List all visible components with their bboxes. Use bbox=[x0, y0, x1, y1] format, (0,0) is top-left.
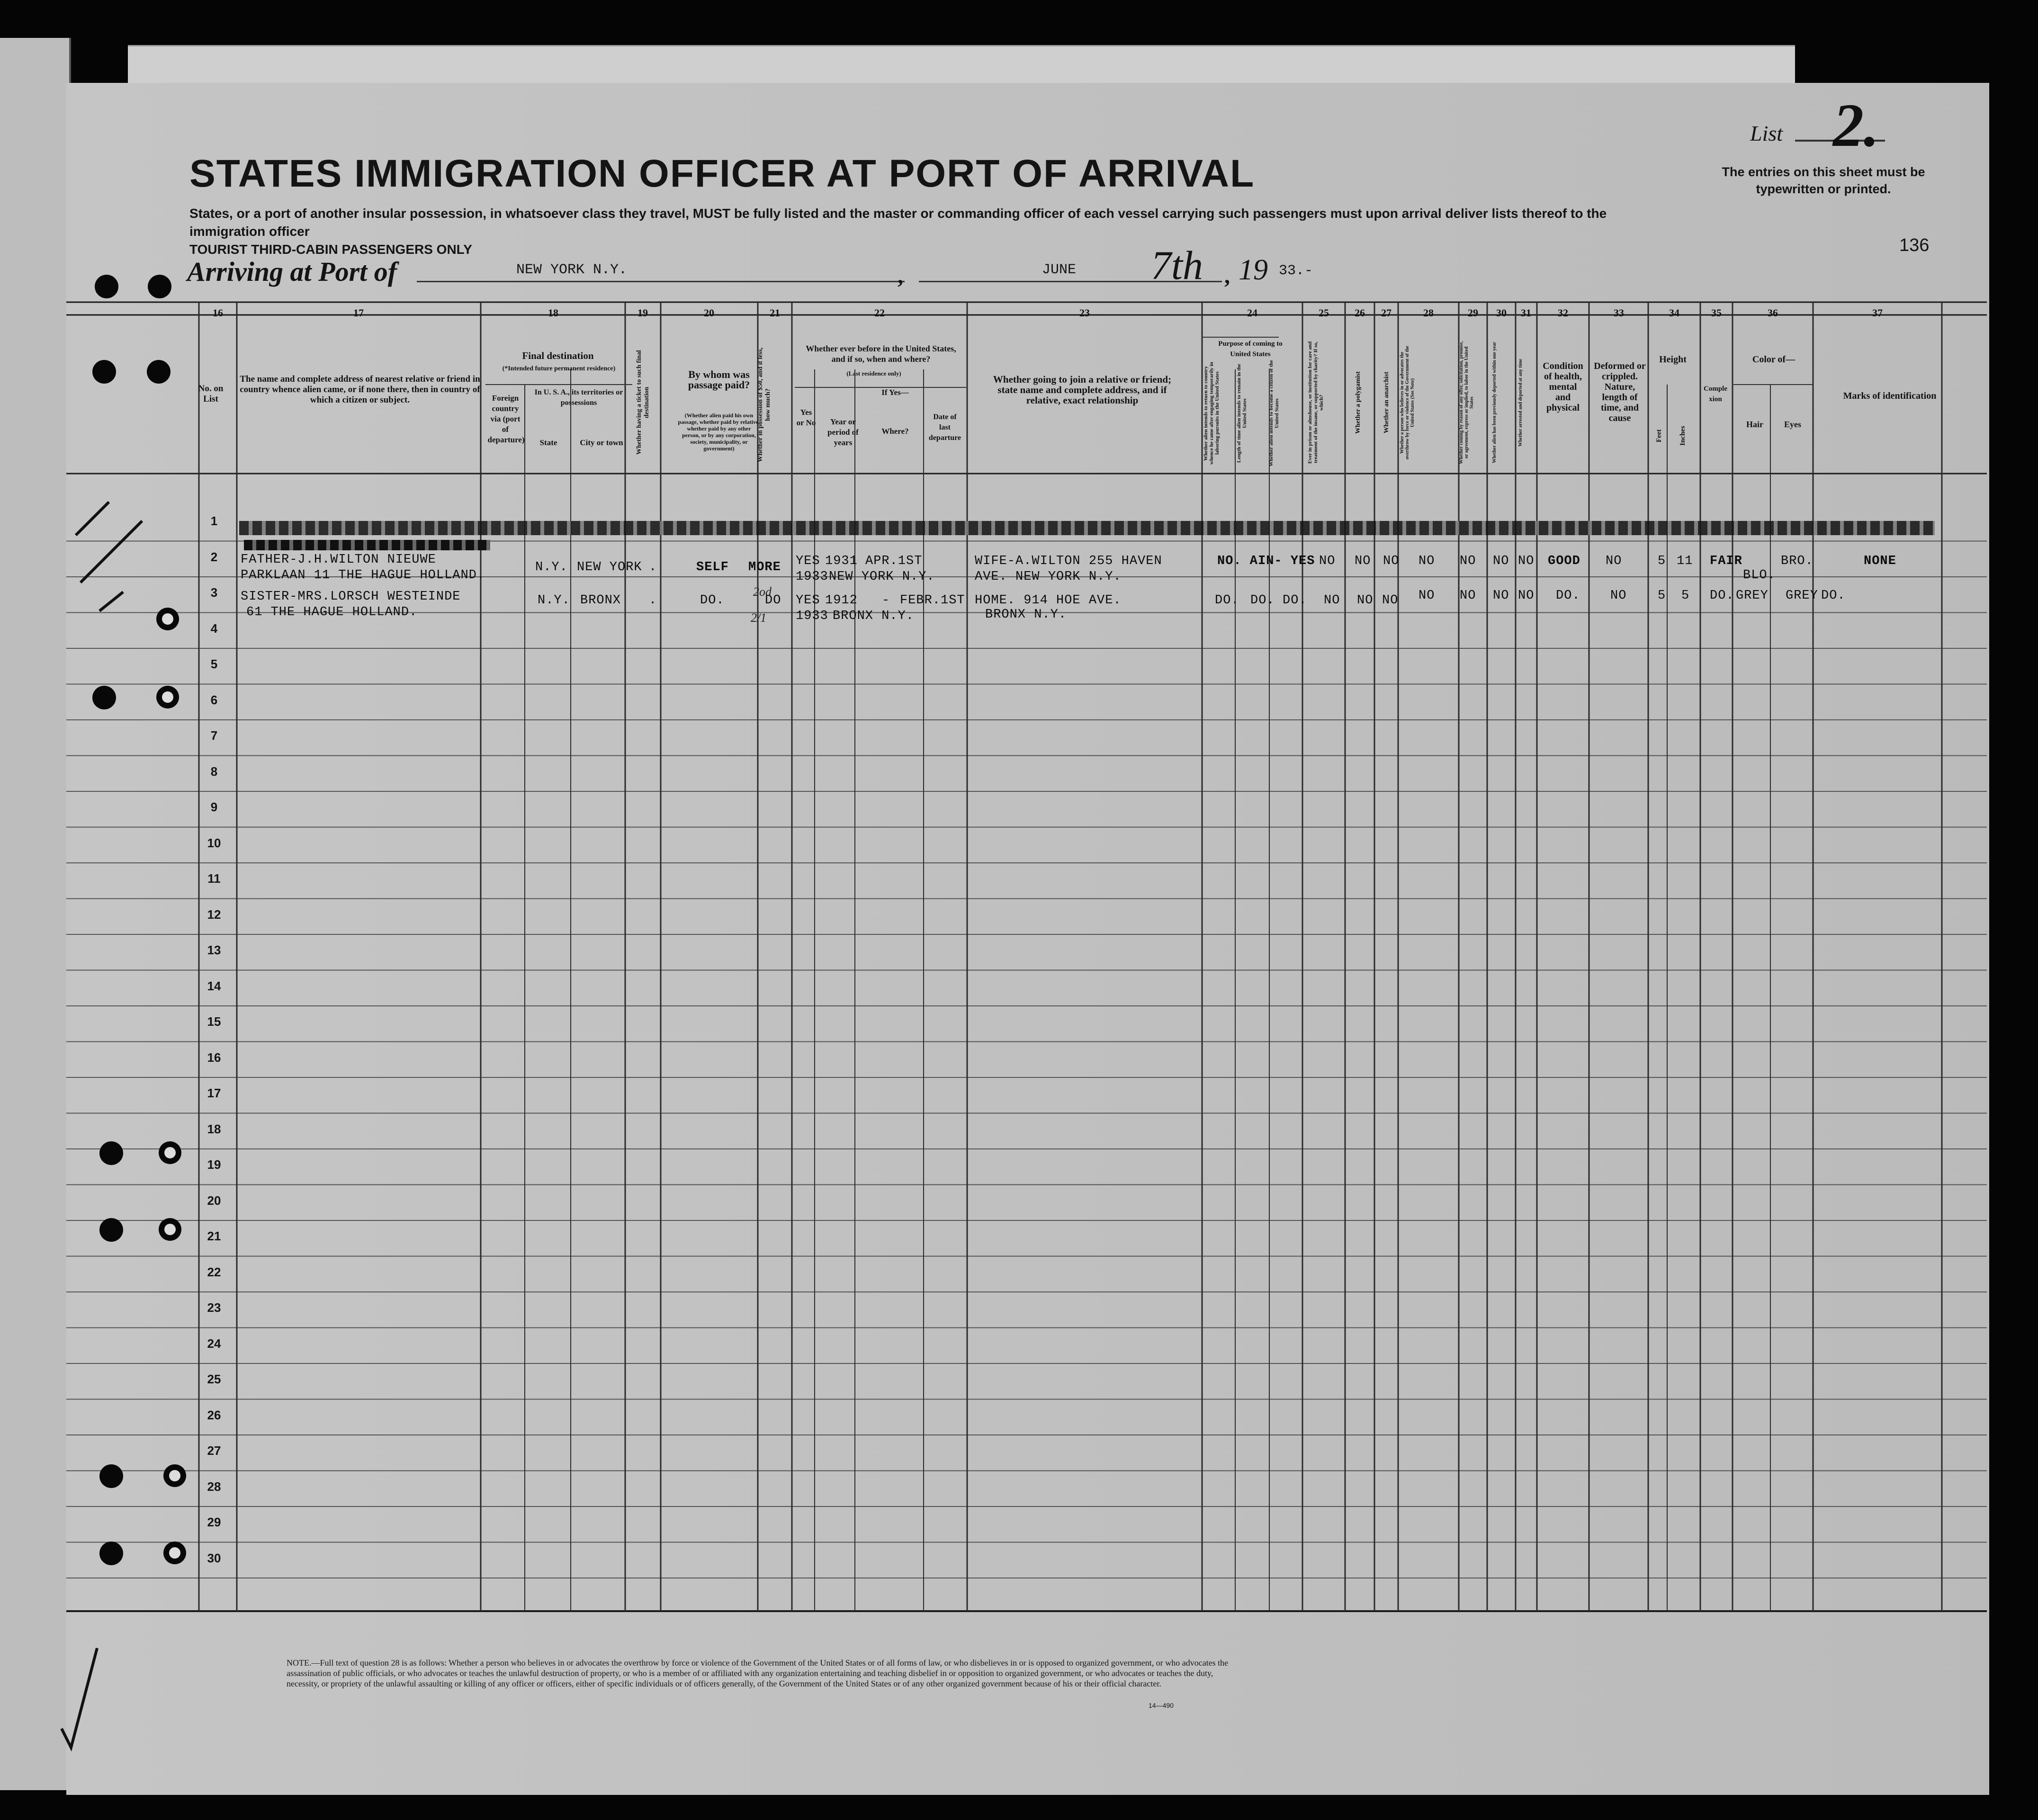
r3-complexion: DO. bbox=[1710, 589, 1734, 603]
r2-state: N.Y. bbox=[535, 560, 568, 574]
col-18-usa: In U. S. A., its territories or possessions bbox=[534, 388, 623, 407]
col-no-on-list: No. on List bbox=[198, 384, 224, 404]
row-number: 4 bbox=[210, 621, 218, 636]
r3-state: N.Y. bbox=[538, 593, 570, 608]
punch-hole bbox=[159, 1218, 181, 1241]
column-number: 33 bbox=[1614, 307, 1624, 319]
row-number: 21 bbox=[207, 1229, 221, 1243]
column-number: 34 bbox=[1669, 307, 1679, 319]
row-number: 1 bbox=[210, 514, 218, 528]
column-number: 35 bbox=[1711, 307, 1722, 319]
row-number: 15 bbox=[207, 1014, 221, 1029]
r2-eyes: BRO. bbox=[1781, 554, 1814, 568]
r2-nearest-relative: FATHER-J.H.WILTON NIEUWE bbox=[241, 553, 436, 567]
row-number: 27 bbox=[207, 1443, 221, 1458]
r2-where: NEW YORK N.Y. bbox=[829, 570, 935, 584]
col-20-sub: (Whether alien paid his own passage, whether paid by relative, whether paid by any other person, or by any corporation, society, municipality, or government) bbox=[678, 412, 760, 452]
row-number: 8 bbox=[210, 764, 218, 779]
col-34-feet: Feet bbox=[1655, 429, 1663, 442]
punch-hole bbox=[163, 1542, 186, 1564]
col-36-title: Color of— bbox=[1752, 354, 1796, 365]
r2-polygamist: NO bbox=[1355, 554, 1371, 568]
punch-hole bbox=[92, 686, 116, 709]
col-24-a: Whether alien intends to return to country whence he came after engaging temporarily in laboring pursuits in the United States bbox=[1203, 362, 1220, 465]
r3-hair: GREY bbox=[1736, 589, 1769, 603]
punch-hole bbox=[159, 1141, 181, 1164]
row-number: 30 bbox=[207, 1551, 221, 1565]
row-number: 9 bbox=[210, 800, 218, 814]
row-number: 14 bbox=[207, 978, 221, 993]
column-number: 23 bbox=[1079, 307, 1090, 319]
column-number: 19 bbox=[637, 307, 648, 319]
col-18-sub: (*Intended future permanent residence) bbox=[502, 365, 616, 372]
r2-marks: NONE bbox=[1864, 554, 1896, 568]
row-number: 18 bbox=[207, 1121, 221, 1136]
column-number: 31 bbox=[1521, 307, 1531, 319]
col-20-title: By whom was passage paid? bbox=[688, 368, 750, 391]
r3-dash: - bbox=[882, 593, 890, 608]
r2-joining-address: AVE. NEW YORK N.Y. bbox=[975, 570, 1122, 584]
col-27-header: Whether an anarchist bbox=[1383, 371, 1390, 434]
handwritten-mark: 2od bbox=[753, 585, 772, 599]
footnote-q28: NOTE.—Full text of question 28 is as follows: Whether a person who believes in or advocates the overthrow by force or violence of the Government of the United States or of all forms of law, or who disbelieves in or is opposed to organized government, or who advocates the assassination of public officials, or who advocates or teaches the unlawful destruction of property, or who is a member of or affiliated with any organization entertaining and teaching disbelief in or opposition to organized government, or who advocates or teaches the duty, necessity, or propriety of the unlawful assaulting or killing of any officer or officers, either of specific individuals or of officers generally, of the Government of the United States or of any other organized government because of his or their official character. bbox=[287, 1658, 1229, 1688]
r2-hair: BLO. bbox=[1743, 568, 1776, 583]
column-number: 22 bbox=[874, 307, 885, 319]
col-17-header: The name and complete address of nearest relative or friend in country whence alien came, or if none there, then in country of which a citizen or subject. bbox=[240, 374, 480, 405]
punch-hole bbox=[148, 275, 171, 298]
r2-health: GOOD bbox=[1548, 554, 1580, 568]
row-number: 5 bbox=[210, 657, 218, 671]
r2-inches: 11 bbox=[1677, 554, 1693, 568]
r3-nearest-relative-address: 61 THE HAGUE HOLLAND. bbox=[246, 605, 418, 619]
r3-purpose-b: DO. bbox=[1250, 593, 1275, 608]
r3-deformed: NO bbox=[1610, 589, 1627, 603]
handwritten-mark: 2/1 bbox=[751, 611, 767, 625]
r3-last-departure: FEBR.1ST bbox=[900, 593, 965, 608]
r2-year: 1931 bbox=[825, 554, 858, 568]
arrival-year-suffix: 33.- bbox=[1279, 263, 1313, 279]
col-34-title: Height bbox=[1659, 354, 1687, 365]
row-number: 12 bbox=[207, 907, 221, 922]
r3-q30: NO bbox=[1493, 589, 1509, 603]
col-36-hair: Hair bbox=[1746, 420, 1763, 429]
r2-q31: NO bbox=[1518, 554, 1535, 568]
row-number: 29 bbox=[207, 1515, 221, 1529]
r2-prison: NO bbox=[1319, 554, 1336, 568]
r2-deformed: NO bbox=[1606, 554, 1622, 568]
col-28-header: Whether a person who believes in or advocates the overthrow by force or violence of the Government of the United States (See Note) bbox=[1400, 346, 1415, 459]
col-29-header: Whether coming by reason of any offer, solicitation, promise, or agreement, express or implied, to labor in the United States bbox=[1459, 341, 1474, 464]
r2-city: NEW YORK bbox=[577, 560, 642, 574]
column-number: 32 bbox=[1558, 307, 1568, 319]
r3-city: BRONX bbox=[580, 593, 621, 608]
r3-where: BRONX N.Y. bbox=[833, 609, 915, 623]
r2-nearest-relative-address: PARKLAAN 11 THE HAGUE HOLLAND. bbox=[241, 568, 485, 583]
punch-hole bbox=[156, 608, 179, 630]
col-24-title: Purpose of coming to United States bbox=[1218, 340, 1283, 358]
r2-complexion: FAIR bbox=[1710, 554, 1742, 568]
column-number: 30 bbox=[1496, 307, 1507, 319]
r3-marks: DO. bbox=[1821, 589, 1846, 603]
col-30-header: Whether alien has been previously deported within one year bbox=[1492, 341, 1497, 464]
r3-feet: 5 bbox=[1658, 589, 1666, 603]
row-number: 3 bbox=[210, 585, 218, 600]
r2-year-b: 1933 bbox=[796, 570, 828, 584]
row-number: 7 bbox=[210, 728, 218, 743]
r2-q30: NO bbox=[1493, 554, 1509, 568]
row-number: 22 bbox=[207, 1264, 221, 1279]
col-23-header: Whether going to join a relative or friend; state name and complete address, and if relative, exact relationship bbox=[993, 374, 1172, 406]
r2-ticket: . bbox=[649, 560, 657, 574]
row-number: 25 bbox=[207, 1372, 221, 1386]
column-number: 27 bbox=[1381, 307, 1392, 319]
col-21-header: Whether in possession of $50, and if less, how much? bbox=[757, 347, 772, 463]
r3-q31: NO bbox=[1518, 589, 1535, 603]
column-number: 16 bbox=[213, 307, 223, 319]
r2-q28: NO bbox=[1419, 554, 1435, 568]
r2-anarchist: NO bbox=[1383, 554, 1400, 568]
page-number: 136 bbox=[1899, 235, 1930, 255]
r3-purpose-a: DO. bbox=[1215, 593, 1239, 608]
r3-inches: 5 bbox=[1681, 589, 1690, 603]
r3-joining-address: BRONX N.Y. bbox=[985, 608, 1067, 622]
row-number: 10 bbox=[207, 835, 221, 850]
row-number: 6 bbox=[210, 692, 218, 707]
r3-ticket: . bbox=[649, 593, 657, 608]
r3-year: 1912 bbox=[825, 593, 858, 608]
r3-passage-paid: DO. bbox=[700, 593, 725, 608]
column-number: 20 bbox=[704, 307, 714, 319]
arrival-port: NEW YORK N.Y. bbox=[516, 262, 628, 278]
row-number: 26 bbox=[207, 1408, 221, 1422]
column-number: 18 bbox=[548, 307, 558, 319]
r3-q29: NO bbox=[1460, 589, 1476, 603]
r3-health: DO. bbox=[1556, 589, 1580, 603]
punch-hole bbox=[156, 686, 179, 708]
r3-prison: NO bbox=[1324, 593, 1340, 608]
row-number: 2 bbox=[210, 549, 218, 564]
column-number: 21 bbox=[770, 307, 780, 319]
row-number: 28 bbox=[207, 1479, 221, 1494]
column-number: 28 bbox=[1423, 307, 1434, 319]
col-22-date: Date of last departure bbox=[928, 413, 961, 442]
punch-hole bbox=[99, 1464, 123, 1488]
row1-strikeout bbox=[239, 521, 1935, 535]
col-25-header: Ever in prison or almshouse, or institution for care and treatment of the insane, or supported by charity? If so, which? bbox=[1307, 341, 1324, 464]
r2-feet: 5 bbox=[1658, 554, 1666, 568]
punch-hole bbox=[99, 1218, 123, 1242]
r2-joining: WIFE-A.WILTON 255 HAVEN bbox=[975, 554, 1162, 568]
r2-purpose: NO. AIN- YES bbox=[1217, 554, 1315, 568]
punch-hole bbox=[99, 1542, 123, 1565]
column-number: 25 bbox=[1319, 307, 1329, 319]
column-number: 29 bbox=[1468, 307, 1478, 319]
punch-hole bbox=[147, 360, 171, 384]
row-number: 11 bbox=[207, 871, 221, 886]
col-35-header: Complexion bbox=[1704, 385, 1727, 403]
col-18-city: City or town bbox=[580, 438, 623, 447]
r3-before-us: YES bbox=[796, 593, 820, 608]
r2-last-departure: APR.1ST bbox=[865, 554, 923, 568]
r3-year-b: 1933 bbox=[796, 609, 828, 623]
form-code: 14—490 bbox=[1149, 1702, 1174, 1709]
col-32-header: Condition of health, mental and physical bbox=[1543, 361, 1583, 413]
r3-money: DO bbox=[765, 593, 781, 608]
column-number: 26 bbox=[1355, 307, 1365, 319]
previous-page-strip bbox=[0, 38, 71, 1790]
page-subtitle: States, or a port of another insular possession, in whatsoever class they travel, MUST be fully listed and the master or commanding officer of each vessel carrying such passengers must upon arrival deliver lists thereof to the immigration officer TOURIST THIRD-CABIN PASSENGERS ONLY bbox=[189, 206, 1607, 257]
manifest-sheet bbox=[66, 83, 1989, 1795]
r2-money: MORE bbox=[748, 560, 781, 574]
col-24-b: Length of time alien intends to remain in the United States bbox=[1236, 364, 1248, 463]
col-22-yesno: Yes or No bbox=[796, 408, 816, 427]
entries-note: The entries on this sheet must be typewritten or printed. bbox=[1722, 165, 1925, 196]
col-19-header: Whether having a ticket to such final destination bbox=[636, 350, 650, 455]
punch-hole bbox=[99, 1141, 123, 1165]
r3-nearest-relative: SISTER-MRS.LORSCH WESTEINDE bbox=[241, 590, 461, 604]
r3-polygamist: NO bbox=[1357, 593, 1374, 608]
column-number: 37 bbox=[1872, 307, 1883, 319]
arrival-day: 7th bbox=[1151, 242, 1203, 288]
list-number: 2. bbox=[1833, 91, 1879, 160]
row-number: 24 bbox=[207, 1336, 221, 1351]
r2-q29: NO bbox=[1460, 554, 1476, 568]
row-number: 16 bbox=[207, 1050, 221, 1065]
col-22-sub: (Last residence only) bbox=[846, 370, 901, 377]
col-24-c: Whether alien intends to become a citizen of the United States bbox=[1268, 360, 1280, 466]
r3-anarchist: NO bbox=[1382, 593, 1399, 608]
col-26-header: Whether a polygamist bbox=[1355, 371, 1362, 434]
column-number: 17 bbox=[353, 307, 364, 319]
col-22-ifyes: If Yes— bbox=[881, 388, 909, 397]
arrival-year-prefix: 19 bbox=[1239, 254, 1268, 286]
row-number: 23 bbox=[207, 1300, 221, 1315]
row-number: 13 bbox=[207, 943, 221, 957]
row-number: 17 bbox=[207, 1086, 221, 1100]
row-number: 20 bbox=[207, 1193, 221, 1208]
col-34-inches: Inches bbox=[1679, 426, 1687, 446]
row2-strikeout bbox=[244, 540, 490, 550]
punch-hole bbox=[163, 1464, 186, 1487]
column-number: 36 bbox=[1768, 307, 1778, 319]
column-number: 24 bbox=[1247, 307, 1257, 319]
r2-before-us: YES bbox=[796, 554, 820, 568]
punch-hole bbox=[92, 360, 116, 384]
page-title: STATES IMMIGRATION OFFICER AT PORT OF ARRIVAL bbox=[189, 152, 1255, 195]
arriving-label: Arriving at Port of bbox=[187, 256, 397, 287]
r2-passage-paid: SELF bbox=[696, 560, 729, 574]
r3-joining: HOME. 914 HOE AVE. bbox=[975, 593, 1122, 608]
r3-q28: NO bbox=[1419, 589, 1435, 603]
row-number: 19 bbox=[207, 1157, 221, 1172]
col-18-state: State bbox=[539, 438, 557, 447]
col-22-title: Whether ever before in the United States, and if so, when and where? bbox=[806, 344, 956, 364]
punch-hole bbox=[95, 275, 118, 298]
col-18-foreign: Foreign country via (port of departure) bbox=[487, 394, 525, 444]
r3-purpose-c: DO. bbox=[1283, 593, 1307, 608]
col-31-header: Whether arrested and deported at any time bbox=[1518, 359, 1523, 447]
r3-eyes: GREY bbox=[1786, 589, 1818, 603]
col-22-year: Year or period of years bbox=[827, 417, 859, 447]
col-22-where: Where? bbox=[881, 427, 909, 436]
col-36-eyes: Eyes bbox=[1784, 420, 1801, 429]
col-33-header: Deformed or crippled. Nature, length of time, and cause bbox=[1594, 361, 1646, 423]
arrival-month: JUNE bbox=[1042, 262, 1077, 278]
col-37-header: Marks of identification bbox=[1843, 391, 1937, 401]
col-18-title: Final destination bbox=[522, 350, 594, 361]
list-label: List bbox=[1750, 121, 1783, 145]
